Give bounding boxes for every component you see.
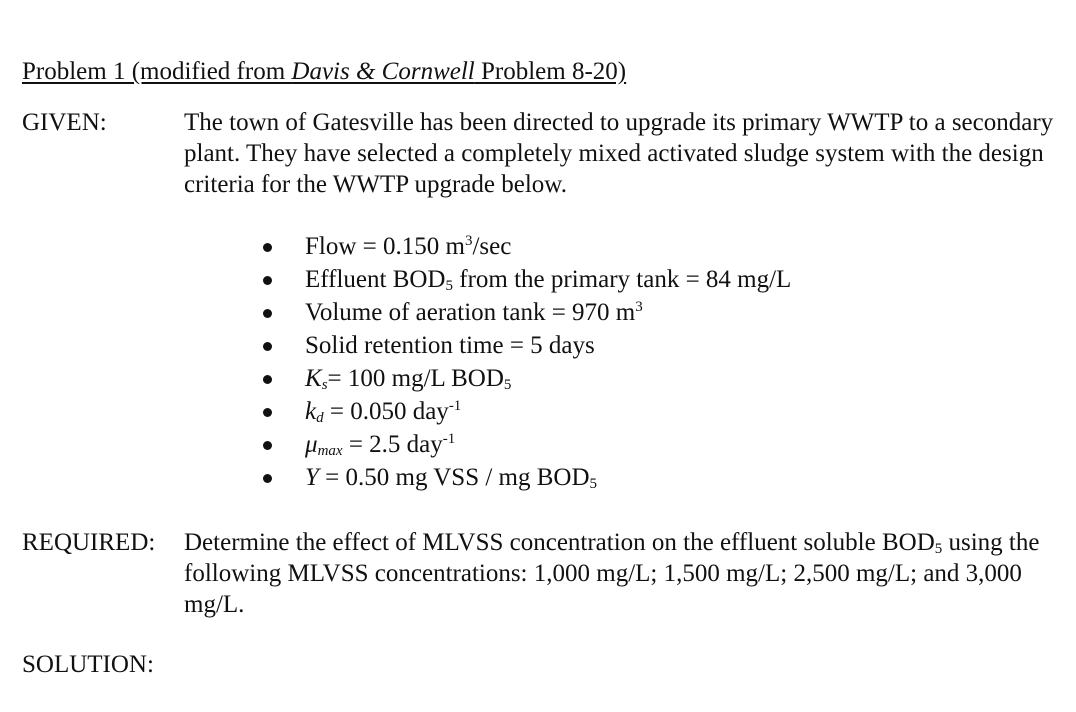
bullet-icon bbox=[263, 408, 272, 417]
bullet-icon bbox=[263, 276, 272, 285]
criteria-item-srt: Solid retention time = 5 days bbox=[260, 329, 791, 362]
criteria-item-kd: $k_d = 0.050$ day$^{-1}$ bbox=[260, 395, 791, 428]
criteria-item-effluent-bod: Effluent $BOD_5$ from the primary tank = 84 mg/L bbox=[260, 263, 791, 296]
problem-title bbox=[22, 56, 626, 87]
criteria-item-volume: Volume of aeration tank = 970 $m^3$ bbox=[260, 296, 791, 329]
bullet-icon bbox=[263, 441, 272, 450]
title-prefix: Problem 1 (modified from bbox=[22, 58, 292, 85]
required-text: Determine the effect of MLVSS concentration on the effluent soluble $BOD_5$ using the following MLVSS concentrations: 1,000 mg/L; 1,500 mg/L; 2,500 mg/L; and 3,000 mg/L. bbox=[184, 529, 1040, 618]
criteria-item-mumax: $\mu_{max} = 2.5$ day$^{-1}$ bbox=[260, 428, 791, 461]
bullet-icon bbox=[263, 309, 272, 318]
required-label: REQUIRED: bbox=[22, 529, 156, 556]
solution-label: SOLUTION: bbox=[22, 651, 154, 678]
bullet-icon bbox=[263, 474, 272, 483]
bullet-icon bbox=[263, 243, 272, 252]
criteria-item-ks: $K_s= 100$ mg/L $BOD_5$ bbox=[260, 362, 791, 395]
title-suffix: Problem 8-20) bbox=[474, 58, 627, 85]
bullet-icon bbox=[263, 342, 272, 351]
given-text: The town of Gatesville has been directed to upgrade its primary WWTP to a secondary plant. They have selected a completely mixed activated sludge system with the design criteria for the WWTP upgrade below. bbox=[184, 109, 1054, 198]
criteria-item-yield: Y = 0.50 mg VSS / mg $BOD_5$ bbox=[260, 461, 791, 494]
title-authors: Davis & Cornwell bbox=[291, 58, 475, 85]
criteria-item-flow: Flow = 0.150 $m^3/\sec$ bbox=[260, 230, 791, 263]
design-criteria-list bbox=[260, 230, 791, 494]
given-label: GIVEN: bbox=[22, 109, 107, 136]
bullet-icon bbox=[263, 375, 272, 384]
